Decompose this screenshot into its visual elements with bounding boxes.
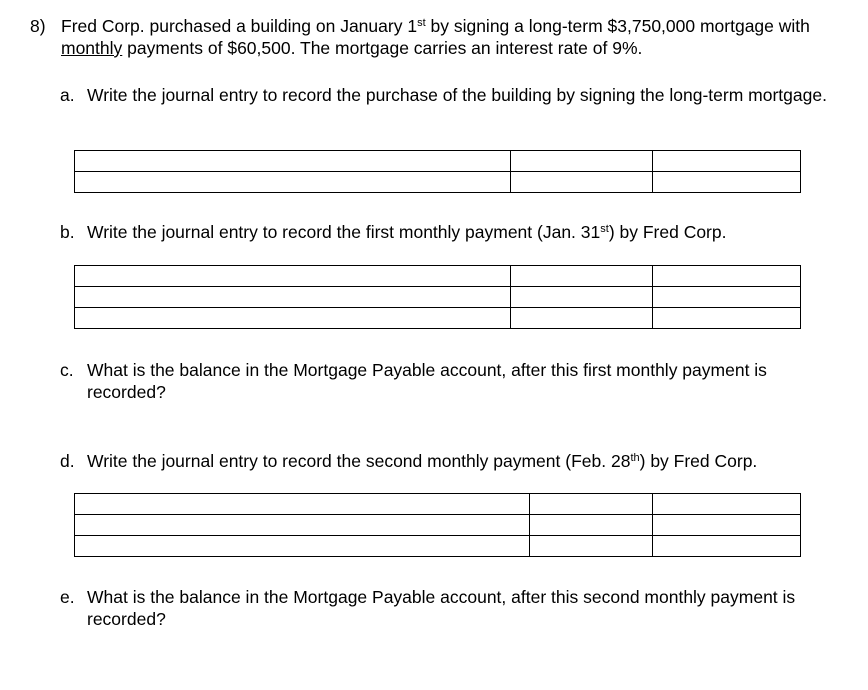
part-b [60, 221, 850, 243]
account-cell[interactable] [75, 515, 530, 536]
journal-table-b [74, 265, 801, 329]
question-intro [61, 15, 860, 59]
table-row [75, 308, 801, 329]
credit-cell[interactable] [653, 172, 801, 193]
debit-cell[interactable] [511, 308, 653, 329]
credit-cell[interactable] [653, 494, 801, 515]
credit-cell[interactable] [653, 308, 801, 329]
journal-table-a [74, 150, 801, 193]
intro-text-3: payments of $60,500. The mortgage carries an interest rate of 9%. [122, 38, 643, 58]
part-b-text-before: Write the journal entry to record the first monthly payment (Jan. 31 [87, 222, 601, 242]
part-c [60, 359, 850, 403]
part-d [60, 450, 850, 472]
account-cell[interactable] [75, 172, 511, 193]
account-cell[interactable] [75, 308, 511, 329]
part-e-letter: e. [60, 587, 75, 607]
credit-cell[interactable] [653, 287, 801, 308]
table-row [75, 287, 801, 308]
intro-underlined-word: monthly [61, 38, 123, 58]
part-b-text [87, 221, 850, 243]
table-row [75, 494, 801, 515]
credit-cell[interactable] [653, 515, 801, 536]
journal-table-d [74, 493, 801, 557]
part-e-text: What is the balance in the Mortgage Payable account, after this second monthly payment is recorded? [87, 587, 796, 629]
account-cell[interactable] [75, 151, 511, 172]
intro-text-2: by signing a long-term $3,750,000 mortgage with [425, 16, 810, 36]
credit-cell[interactable] [653, 536, 801, 557]
account-cell[interactable] [75, 266, 511, 287]
part-b-text-after: ) by Fred Corp. [608, 222, 727, 242]
intro-superscript: st [417, 17, 426, 29]
question-8 [30, 15, 860, 59]
credit-cell[interactable] [653, 151, 801, 172]
intro-text-1: Fred Corp. purchased a building on January 1 [61, 16, 418, 36]
part-b-superscript: st [600, 223, 609, 235]
part-d-text [87, 450, 850, 472]
part-a-text: Write the journal entry to record the purchase of the building by signing the long-term mortgage. [87, 85, 827, 105]
table-row [75, 266, 801, 287]
part-e [60, 586, 850, 630]
debit-cell[interactable] [530, 536, 653, 557]
debit-cell[interactable] [511, 172, 653, 193]
part-b-letter: b. [60, 222, 75, 242]
table-row [75, 515, 801, 536]
part-d-text-before: Write the journal entry to record the second monthly payment (Feb. 28 [87, 451, 631, 471]
part-d-letter: d. [60, 451, 75, 471]
table-row [75, 151, 801, 172]
debit-cell[interactable] [511, 266, 653, 287]
part-c-text: What is the balance in the Mortgage Payable account, after this first monthly payment is recorded? [87, 360, 767, 402]
table-row [75, 172, 801, 193]
part-a-letter: a. [60, 85, 75, 105]
debit-cell[interactable] [511, 287, 653, 308]
debit-cell[interactable] [511, 151, 653, 172]
part-d-superscript: th [630, 452, 640, 464]
credit-cell[interactable] [653, 266, 801, 287]
debit-cell[interactable] [530, 515, 653, 536]
account-cell[interactable] [75, 287, 511, 308]
account-cell[interactable] [75, 494, 530, 515]
account-cell[interactable] [75, 536, 530, 557]
debit-cell[interactable] [530, 494, 653, 515]
question-number: 8) [30, 16, 46, 36]
part-c-letter: c. [60, 360, 74, 380]
table-row [75, 536, 801, 557]
part-a [60, 84, 850, 106]
part-d-text-after: ) by Fred Corp. [639, 451, 758, 471]
